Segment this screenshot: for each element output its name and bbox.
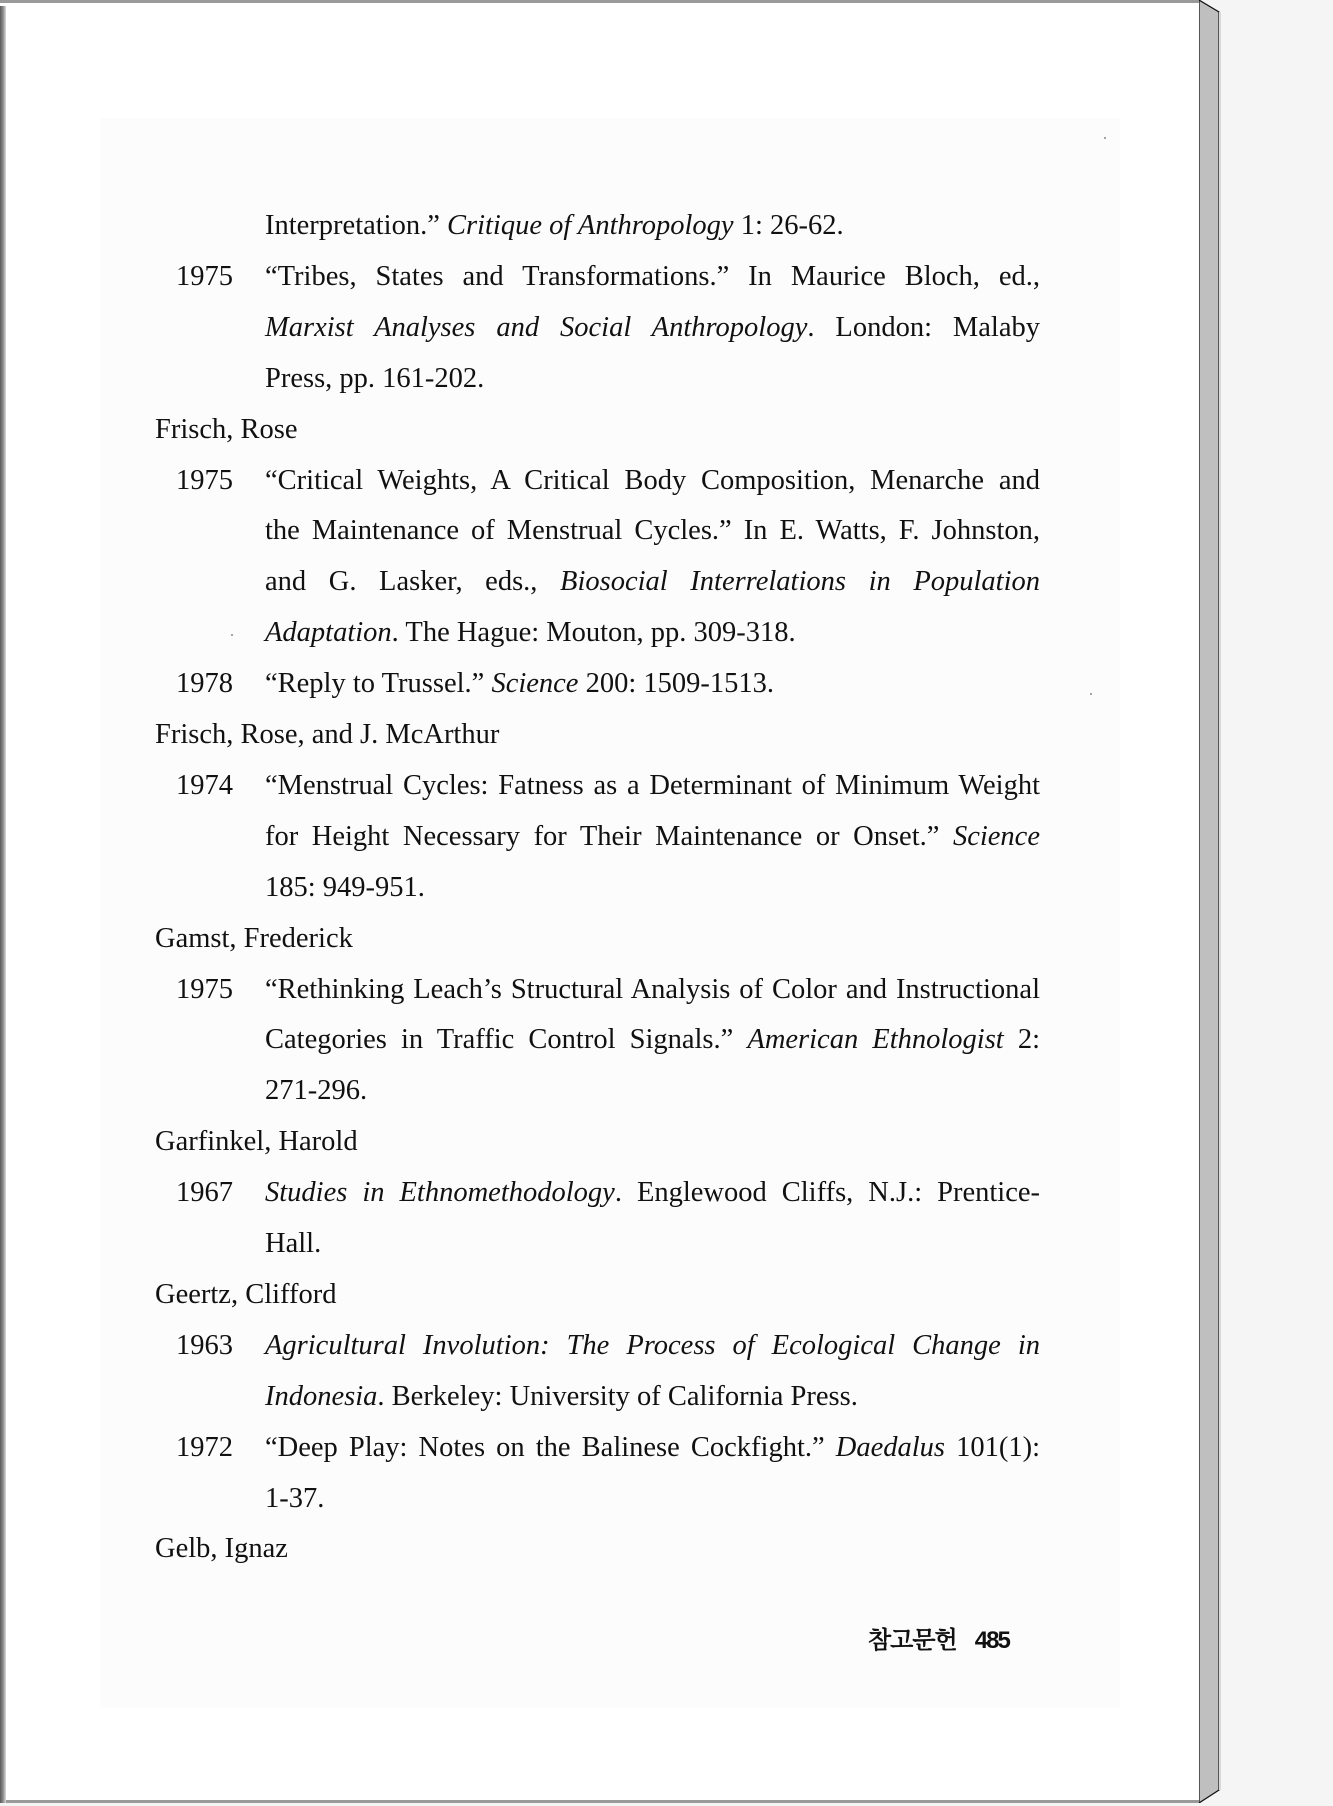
- citation-continuation: [265, 514, 1040, 548]
- citation-continuation: [265, 1074, 367, 1108]
- entry-year: 1975: [176, 973, 233, 1005]
- citation-continuation: [265, 820, 1040, 854]
- entry-year: 1975: [176, 464, 233, 496]
- citation-continuation: [265, 616, 796, 650]
- citation-text: “Tribes, States and Transformations.” In Maurice Bloch, ed.,: [265, 260, 1040, 292]
- italic-title: Agricultural Involution: The Process of Ecological Change in: [265, 1329, 1040, 1361]
- citation-text: and G. Lasker, eds.,: [265, 566, 561, 598]
- citation-text: “Deep Play: Notes on the Balinese Cockfight.”: [265, 1431, 836, 1463]
- citation-text: . London: Malaby: [807, 311, 1040, 343]
- citation-text: 1-37.: [265, 1482, 325, 1514]
- citation-line: [265, 1176, 1040, 1210]
- scan-speck: [1090, 693, 1092, 695]
- citation-text: “Rethinking Leach’s Structural Analysis of Color and Instructional: [265, 973, 1040, 1005]
- author-heading: [155, 1278, 337, 1312]
- entry-year: 1963: [176, 1329, 233, 1361]
- citation-text: Frisch, Rose, and J. McArthur: [155, 719, 500, 750]
- citation-text: for Height Necessary for Their Maintenance or Onset.”: [265, 820, 953, 852]
- citation-text: Garfinkel, Harold: [155, 1126, 358, 1158]
- citation-line: [265, 464, 1040, 498]
- page-footer: [868, 1620, 1009, 1655]
- citation-line: [265, 973, 1040, 1007]
- running-footer-title: 참고문헌: [868, 1626, 957, 1654]
- entry-year: 1967: [176, 1177, 233, 1209]
- citation-text: 271-296.: [265, 1075, 368, 1107]
- citation-continuation: [265, 1380, 858, 1414]
- page-left-edge: [0, 6, 6, 1803]
- citation-text: . The Hague: Mouton, pp. 309-318.: [391, 617, 796, 649]
- citation-text: “Menstrual Cycles: Fatness as a Determinant of Minimum Weight: [265, 769, 1040, 801]
- entry-year: 1974: [176, 769, 233, 801]
- citation-line: [265, 769, 1040, 803]
- citation-line: [265, 667, 774, 701]
- entry-year: 1975: [176, 260, 233, 292]
- citation-continuation: [265, 1023, 1040, 1057]
- page-number: 485: [974, 1627, 1009, 1654]
- citation-continuation: [265, 871, 425, 905]
- italic-title: Studies in Ethnomethodology: [265, 1177, 615, 1209]
- citation-text: Categories in Traffic Control Signals.”: [265, 1024, 748, 1056]
- citation-text: “Critical Weights, A Critical Body Composition, Menarche and: [265, 464, 1040, 496]
- citation-line: [265, 1329, 1040, 1363]
- citation-text: the Maintenance of Menstrual Cycles.” In E. Watts, F. Johnston,: [265, 515, 1040, 547]
- citation-text: 101(1):: [945, 1431, 1040, 1463]
- citation-text: Geertz, Clifford: [155, 1278, 337, 1310]
- citation-continuation: [265, 209, 844, 243]
- citation-text: “Reply to Trussel.”: [265, 668, 492, 700]
- citation-text: Gamst, Frederick: [155, 922, 353, 954]
- citation-text: Frisch, Rose: [155, 413, 298, 445]
- citation-text: . Englewood Cliffs, N.J.: Prentice-: [614, 1177, 1041, 1209]
- citation-continuation: [265, 311, 1040, 345]
- citation-text: 185: 949-951.: [265, 871, 425, 903]
- italic-title: Biosocial Interrelations in Population: [560, 566, 1040, 598]
- italic-title: American Ethnologist: [747, 1024, 1004, 1056]
- citation-text: Press, pp. 161-202.: [265, 362, 485, 394]
- author-heading: [155, 922, 353, 956]
- citation-text: Hall.: [265, 1228, 322, 1259]
- author-heading: [155, 1125, 358, 1159]
- author-heading: [155, 1532, 288, 1566]
- citation-text: 200: 1509-1513.: [578, 668, 775, 700]
- citation-text: 2:: [1003, 1024, 1041, 1056]
- italic-title: Daedalus: [835, 1431, 945, 1463]
- citation-continuation: [265, 1482, 324, 1516]
- italic-title: Marxist Analyses and Social Anthropology: [265, 311, 808, 343]
- citation-text: 1: 26-62.: [733, 210, 844, 241]
- entry-year: 1978: [176, 668, 233, 700]
- citation-text: Gelb, Ignaz: [155, 1533, 288, 1565]
- italic-title: Adaptation: [265, 617, 392, 649]
- author-heading: [155, 413, 298, 447]
- citation-line: [265, 260, 1040, 294]
- author-heading: [155, 718, 499, 752]
- citation-text: . Berkeley: University of California Press.: [377, 1380, 858, 1412]
- scanned-text-area: [100, 118, 1120, 1708]
- italic-title: Critique of Anthropology: [447, 210, 734, 241]
- entry-year: 1972: [176, 1431, 233, 1463]
- citation-continuation: [265, 1227, 321, 1261]
- citation-text: Interpretation.”: [265, 210, 447, 241]
- scan-speck: [1104, 137, 1106, 139]
- citation-line: [265, 1431, 1040, 1465]
- italic-title: Science: [491, 668, 579, 700]
- citation-continuation: [265, 565, 1040, 599]
- citation-continuation: [265, 362, 484, 396]
- page-thickness-edge: [1199, 0, 1221, 1803]
- scan-speck: [231, 634, 233, 636]
- italic-title: Indonesia: [265, 1380, 378, 1412]
- italic-title: Science: [952, 820, 1040, 852]
